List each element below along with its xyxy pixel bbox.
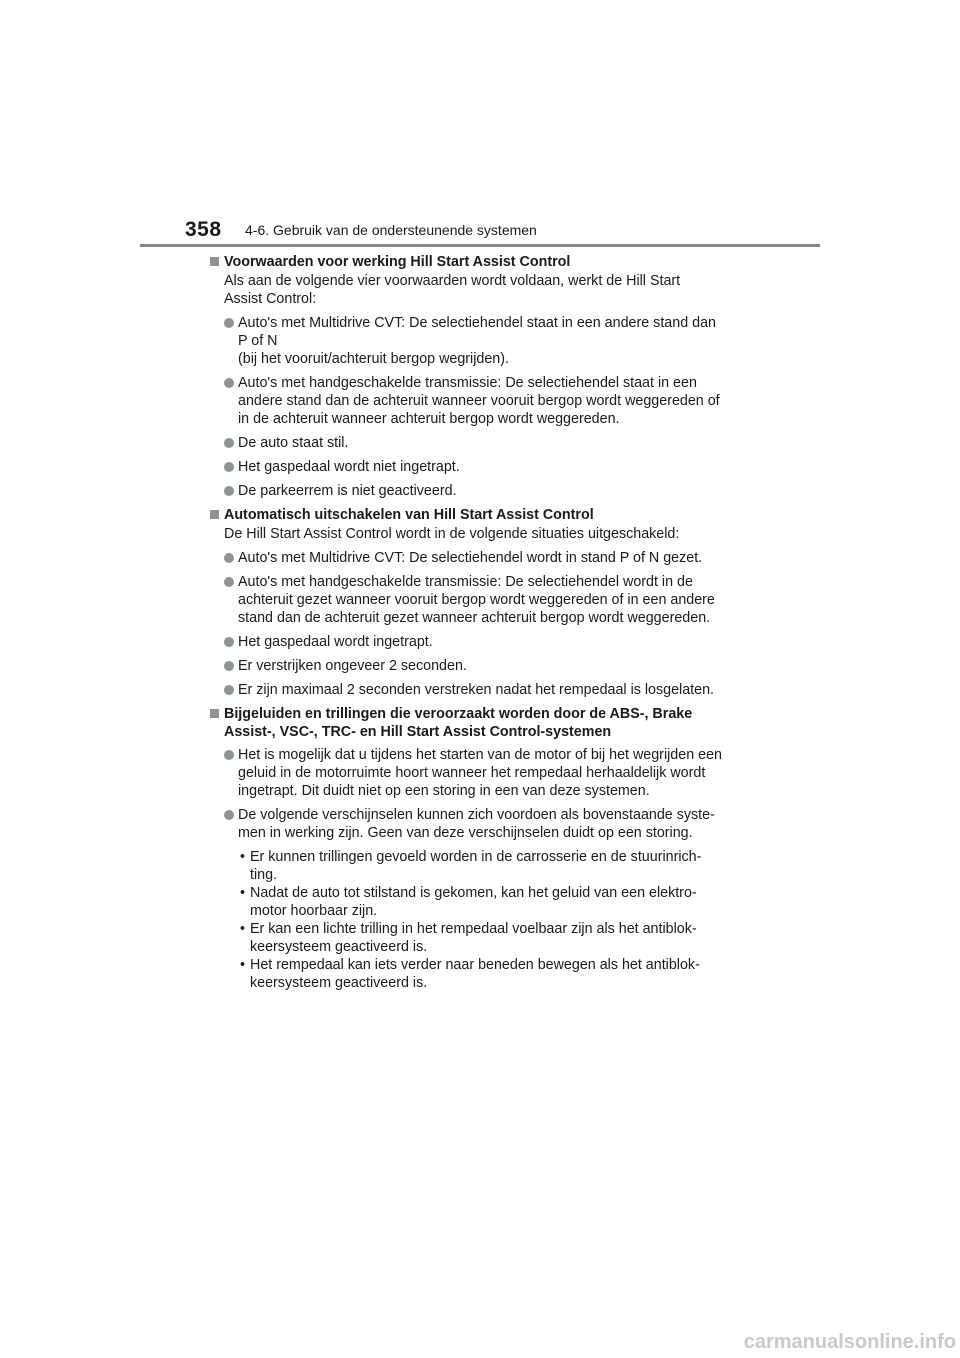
text-line: Het gaspedaal wordt ingetrapt.	[238, 634, 433, 650]
page-header	[0, 0, 960, 250]
list-item	[210, 458, 755, 476]
text-line: Er kan een lichte trilling in het rempedaal voelbaar zijn als het antiblok-	[250, 921, 697, 937]
text-line: Nadat de auto tot stilstand is gekomen, kan het geluid van een elektro-	[250, 885, 697, 901]
heading-text: Voorwaarden voor werking Hill Start Assist Control	[224, 254, 571, 270]
text-line: Als aan de volgende vier voorwaarden wordt voldaan, werkt de Hill Start	[224, 273, 681, 289]
round-bullet-icon	[224, 486, 234, 496]
text-line: ting.	[250, 867, 278, 883]
round-bullet-icon	[224, 637, 234, 647]
text-line: De auto staat stil.	[238, 435, 349, 451]
round-bullet-icon	[224, 462, 234, 472]
heading-text: Assist-, VSC-, TRC- en Hill Start Assist Control-systemen	[224, 724, 612, 740]
round-bullet-icon	[224, 661, 234, 671]
text-line: De volgende verschijnselen kunnen zich voordoen als bovenstaande syste-	[238, 807, 715, 823]
text-line: geluid in de motorruimte hoort wanneer het rempedaal herhaaldelijk wordt	[238, 765, 706, 781]
round-bullet-icon	[224, 318, 234, 328]
text-line: Er kunnen trillingen gevoeld worden in de carrosserie en de stuurinrich-	[250, 849, 702, 865]
heading-hill-start-conditions	[210, 253, 755, 271]
list-item	[210, 573, 755, 627]
text-line: in de achteruit wanneer achteruit bergop wordt weggereden.	[238, 411, 620, 427]
text-line: Er verstrijken ongeveer 2 seconden.	[238, 658, 467, 674]
watermark: carmanualsonline.info	[743, 1331, 956, 1353]
list-item	[210, 434, 755, 452]
text-line: P of N	[238, 333, 278, 349]
sub-bullet-marker: •	[240, 885, 246, 901]
text-line: Het gaspedaal wordt niet ingetrapt.	[238, 459, 460, 475]
text-line: andere stand dan de achteruit wanneer vooruit bergop wordt weggereden of	[238, 393, 720, 409]
round-bullet-icon	[224, 685, 234, 695]
sub-list-item	[210, 884, 755, 920]
list-item	[210, 806, 755, 842]
round-bullet-icon	[224, 438, 234, 448]
round-bullet-icon	[224, 577, 234, 587]
manual-content	[210, 253, 755, 992]
list-item	[210, 549, 755, 567]
paragraph-intro	[210, 272, 755, 308]
text-line: stand dan de achteruit gezet wanneer achteruit bergop wordt weggereden.	[238, 610, 711, 626]
text-line: Auto's met Multidrive CVT: De selectiehendel wordt in stand P of N gezet.	[238, 550, 703, 566]
text-line: (bij het vooruit/achteruit bergop wegrijden).	[238, 351, 509, 367]
text-line: keersysteem geactiveerd is.	[250, 939, 428, 955]
square-bullet-icon	[210, 709, 219, 718]
list-item	[210, 746, 755, 800]
list-item	[210, 374, 755, 428]
list-item	[210, 657, 755, 675]
text-line: ingetrapt. Dit duidt niet op een storing in een van deze systemen.	[238, 783, 650, 799]
page-number: 358	[185, 218, 222, 241]
paragraph-intro	[210, 525, 755, 543]
sub-bullet-marker: •	[240, 921, 246, 937]
square-bullet-icon	[210, 257, 219, 266]
text-line: De parkeerrem is niet geactiveerd.	[238, 483, 457, 499]
text-line: Het is mogelijk dat u tijdens het starten van de motor of bij het wegrijden een	[238, 747, 722, 763]
text-line: keersysteem geactiveerd is.	[250, 975, 428, 991]
header-divider	[140, 244, 820, 247]
heading-text: Bijgeluiden en trillingen die veroorzaakt worden door de ABS-, Brake	[224, 706, 693, 722]
sub-bullet-marker: •	[240, 957, 246, 973]
text-line: achteruit gezet wanneer vooruit bergop wordt weggereden of in een andere	[238, 592, 715, 608]
round-bullet-icon	[224, 378, 234, 388]
sub-bullet-marker: •	[240, 849, 246, 865]
text-line: Auto's met handgeschakelde transmissie: De selectiehendel staat in een	[238, 375, 697, 391]
list-item	[210, 681, 755, 699]
round-bullet-icon	[224, 553, 234, 563]
list-item	[210, 314, 755, 368]
list-item	[210, 482, 755, 500]
heading-automatic-deactivation	[210, 506, 755, 524]
heading-noises-and-vibrations	[210, 705, 755, 741]
text-line: Auto's met handgeschakelde transmissie: De selectiehendel wordt in de	[238, 574, 693, 590]
round-bullet-icon	[224, 750, 234, 760]
sub-list-item	[210, 848, 755, 884]
text-line: Er zijn maximaal 2 seconden verstreken nadat het rempedaal is losgelaten.	[238, 682, 715, 698]
text-line: De Hill Start Assist Control wordt in de volgende situaties uitgeschakeld:	[224, 526, 680, 542]
round-bullet-icon	[224, 810, 234, 820]
list-item	[210, 633, 755, 651]
heading-text: Automatisch uitschakelen van Hill Start Assist Control	[224, 507, 594, 523]
section-title: 4-6. Gebruik van de ondersteunende systemen	[245, 222, 537, 238]
sub-list-item	[210, 920, 755, 956]
text-line: men in werking zijn. Geen van deze verschijnselen duidt op een storing.	[238, 825, 693, 841]
text-line: Assist Control:	[224, 291, 317, 307]
sub-list-item	[210, 956, 755, 992]
text-line: motor hoorbaar zijn.	[250, 903, 378, 919]
square-bullet-icon	[210, 510, 219, 519]
text-line: Het rempedaal kan iets verder naar beneden bewegen als het antiblok-	[250, 957, 700, 973]
text-line: Auto's met Multidrive CVT: De selectiehendel staat in een andere stand dan	[238, 315, 716, 331]
